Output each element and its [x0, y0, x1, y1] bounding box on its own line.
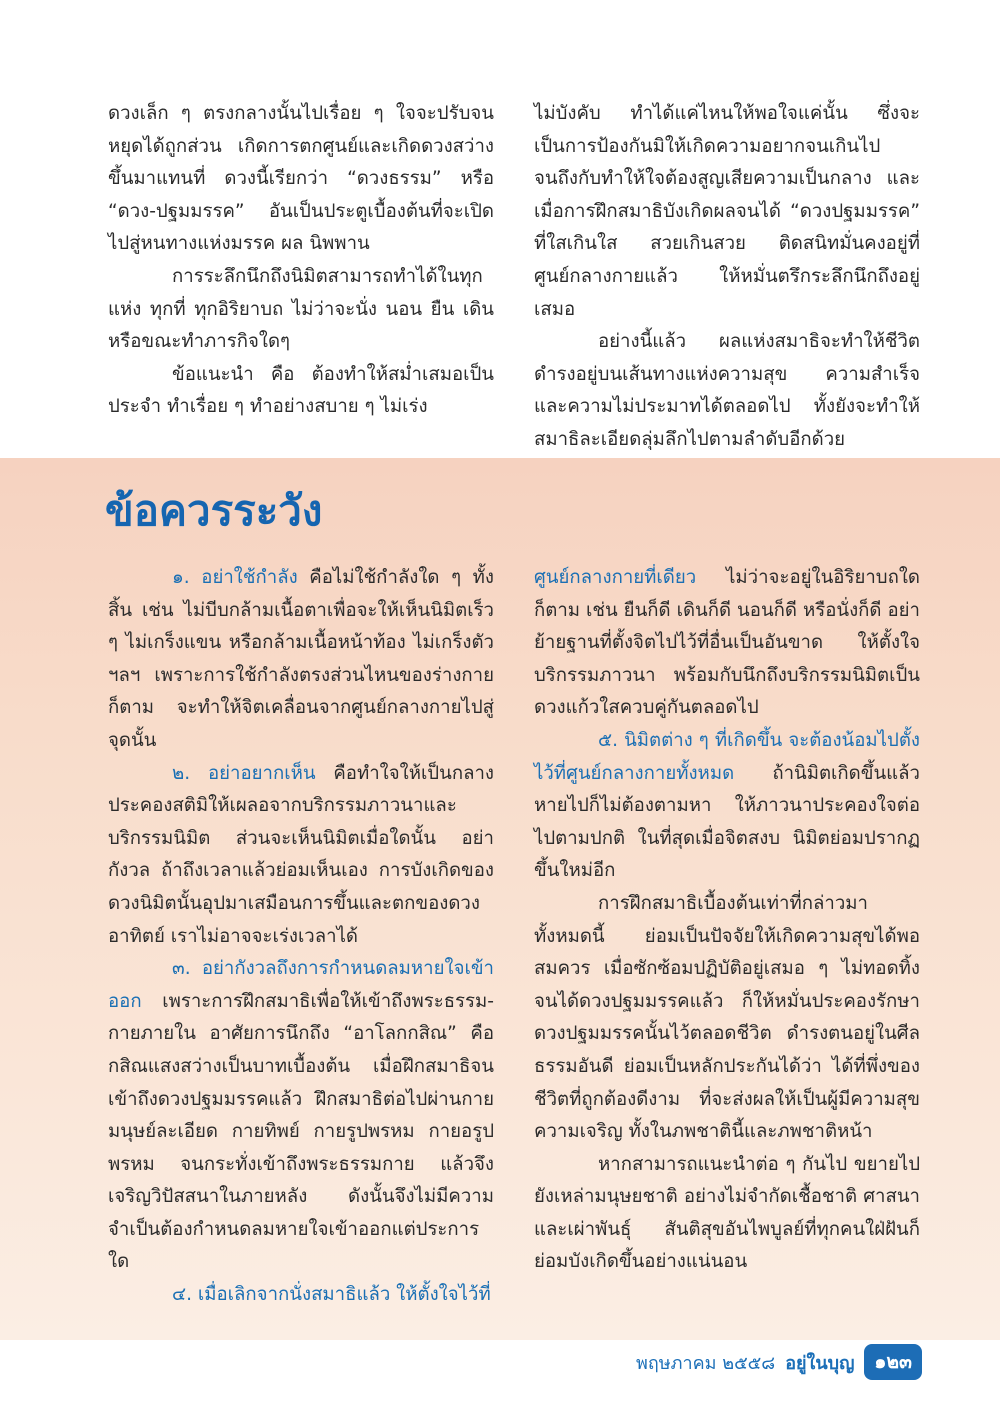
caution-item-1: [108, 562, 494, 758]
issue-date: พฤษภาคม ๒๕๕๘: [635, 1352, 776, 1374]
caution-item-4-end: [534, 562, 920, 725]
caution-text: คือทำใจให้เป็นกลาง ประคองสติมิให้เผลอจากบริกรรมภาวนาและบริกรรมนิมิต ส่วนจะเห็นนิมิตเมื่อใดนั้น อย่ากังวล ถ้าถึงเวลาแล้วย่อมเห็นเอง การบังเกิดของดวงนิมิตนั้นอุปมาเสมือนการขึ้นและตกของดวงอาทิตย์ เราไม่อาจจะเร่งเวลาได้: [108, 762, 494, 947]
caution-item-2: [108, 758, 494, 954]
caution-heading: ๕. นิมิตต่าง ๆ ที่เกิดขึ้น จะต้องน้อมไปตั้งไว้ที่ศูนย์กลางกายทั้งหมด: [534, 729, 920, 784]
paragraph: การฝึกสมาธิเบื้องต้นเท่าที่กล่าวมาทั้งหมดนี้ ย่อมเป็นปัจจัยให้เกิดความสุขได้พอสมควร เมื่อซักซ้อมปฏิบัติอยู่เสมอ ๆ ไม่ทอดทิ้งจนได้ดวงปฐมมรรคแล้ว ก็ให้หมั่นประคองรักษาดวงปฐมมรรคนั้นไว้ตลอดชีวิต ดำรงตนอยู่ในศีลธรรมอันดี ย่อมเป็นหลักประกันได้ว่า ได้ที่พึ่งของชีวิตที่ถูกต้องดีงาม ที่จะส่งผลให้เป็นผู้มีความสุขความเจริญ ทั้งในภพชาตินี้และภพชาติหน้า: [534, 892, 920, 1143]
paragraph: อย่างนี้แล้ว ผลแห่งสมาธิจะทำให้ชีวิตดำรงอยู่บนเส้นทางแห่งความสุข ความสำเร็จและความไม่ประมาทได้ตลอดไป ทั้งยังจะทำให้สมาธิละเอียดลุ่มลึกไปตามลำดับอีกด้วย: [534, 331, 920, 450]
cautions-right-column: [534, 562, 920, 1279]
paragraph: ข้อแนะนำ คือ ต้องทำให้สม่ำเสมอเป็นประจำ ทำเรื่อย ๆ ทำอย่างสบาย ๆ ไม่เร่ง: [108, 363, 494, 418]
caution-text: ไม่ว่าจะอยู่ในอิริยาบถใดก็ตาม เช่น ยืนก็ดี เดินก็ดี นอนก็ดี หรือนั่งก็ดี อย่าย้ายฐานที่ตั้งจิตไปไว้ที่อื่นเป็นอันขาด ให้ตั้งใจบริกรรมภาวนา พร้อมกับนึกถึงบริกรรมนิมิตเป็นดวงแก้วใสควบคู่กันตลอดไป: [534, 567, 920, 719]
cautions-left-column: [108, 562, 494, 1312]
magazine-name: อยู่ในบุญ: [785, 1352, 855, 1374]
caution-heading: ๑. อย่าใช้กำลัง: [172, 567, 298, 588]
page-footer: [636, 1344, 922, 1380]
caution-item-4-start: [108, 1279, 494, 1312]
caution-heading: ศูนย์กลางกายที่เดียว: [534, 567, 697, 588]
top-right-column: [534, 98, 920, 457]
caution-heading: ๒. อย่าอยากเห็น: [172, 762, 316, 784]
top-left-column: [108, 98, 494, 424]
caution-heading: ๔. เมื่อเลิกจากนั่งสมาธิแล้ว ให้ตั้งใจไว้ที่: [172, 1284, 491, 1306]
caution-text: คือไม่ใช้กำลังใด ๆ ทั้งสิ้น เช่น ไม่บีบกล้ามเนื้อตาเพื่อจะให้เห็นนิมิตเร็ว ๆ ไม่เกร็งแขน หรือกล้ามเนื้อหน้าท้อง ไม่เกร็งตัว ฯลฯ เพราะการใช้กำลังตรงส่วนไหนของร่างกายก็ตาม จะทำให้จิตเคลื่อนจากศูนย์กลางกายไปสู่จุดนั้น: [108, 567, 495, 751]
caution-text: เพราะการฝึกสมาธิเพื่อให้เข้าถึงพระธรรม-กายภายใน อาศัยการนึกถึง “อาโลกกสิณ” คือ กสิณแสงสว่างเป็นบาทเบื้องต้น เมื่อฝึกสมาธิจนเข้าถึงดวงปฐมมรรคแล้ว ฝึกสมาธิต่อไปผ่านกายมนุษย์ละเอียด กายทิพย์ กายรูปพรหม กายอรูปพรหม จนกระทั่งเข้าถึงพระธรรมกาย แล้วจึงเจริญวิปัสสนาในภายหลัง ดังนั้นจึงไม่มีความจำเป็นต้องกำหนดลมหายใจเข้าออกแต่ประการใด: [108, 990, 494, 1273]
paragraph: ไม่บังคับ ทำได้แค่ไหนให้พอใจแค่นั้น ซึ่งจะเป็นการป้องกันมิให้เกิดความอยากจนเกินไป จนถึงกับทำให้ใจต้องสูญเสียความเป็นกลาง และเมื่อการฝึกสมาธิบังเกิดผลจนได้ “ดวงปฐมมรรค” ที่ใสเกินใส สวยเกินสวย ติดสนิทมั่นคงอยู่ที่ศูนย์กลางกายแล้ว ให้หมั่นตรึกระลึกนึกถึงอยู่เสมอ: [534, 103, 920, 320]
paragraph: ดวงเล็ก ๆ ตรงกลางนั้นไปเรื่อย ๆ ใจจะปรับจนหยุดได้ถูกส่วน เกิดการตกศูนย์และเกิดดวงสว่างขึ้นมาแทนที่ ดวงนี้เรียกว่า “ดวงธรรม” หรือ “ดวง-ปฐมมรรค” อันเป็นประตูเบื้องต้นที่จะเปิดไปสู่หนทางแห่งมรรค ผล นิพพาน: [108, 103, 494, 255]
section-title: ข้อควรระวัง: [105, 486, 323, 535]
paragraph: การระลึกนึกถึงนิมิตสามารถทำได้ในทุกแห่ง ทุกที่ ทุกอิริยาบถ ไม่ว่าจะนั่ง นอน ยืน เดิน หรือขณะทำภารกิจใดๆ: [108, 265, 494, 353]
caution-item-5: [534, 725, 920, 888]
caution-heading: ๓. อย่ากังวลถึงการกำหนดลมหายใจเข้าออก: [108, 958, 494, 1012]
paragraph: หากสามารถแนะนำต่อ ๆ กันไป ขยายไปยังเหล่ามนุษยชาติ อย่างไม่จำกัดเชื้อชาติ ศาสนา และเผ่าพันธุ์ สันติสุขอันไพบูลย์ที่ทุกคนใฝ่ฝันก็ย่อมบังเกิดขึ้นอย่างแน่นอน: [534, 1153, 920, 1273]
caution-item-3: [108, 953, 494, 1279]
page-number: ๑๒๓: [864, 1344, 922, 1380]
caution-text: ถ้านิมิตเกิดขึ้นแล้วหายไปก็ไม่ต้องตามหา ให้ภาวนาประคองใจต่อไปตามปกติ ในที่สุดเมื่อจิตสงบ นิมิตย่อมปรากฏขึ้นใหม่อีก: [534, 762, 920, 882]
